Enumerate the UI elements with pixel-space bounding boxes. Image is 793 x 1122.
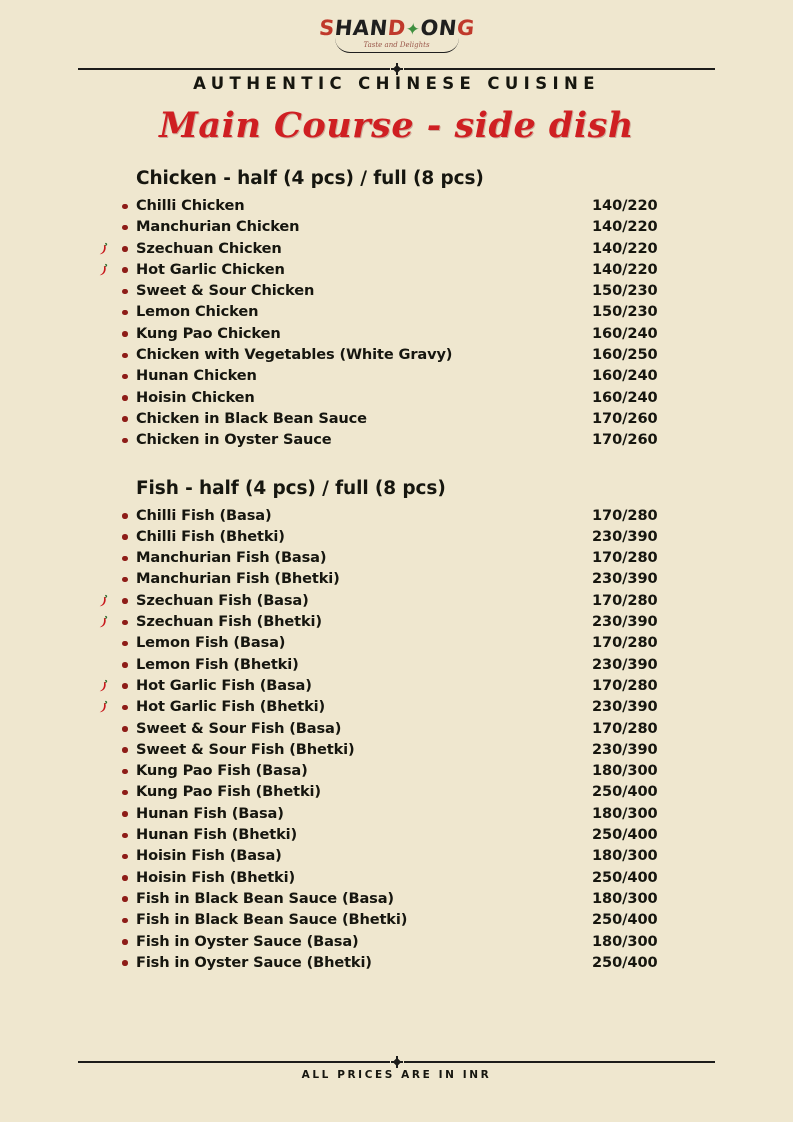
menu-item-name: Hot Garlic Fish (Bhetki)	[136, 698, 326, 716]
bullet-icon	[122, 960, 128, 966]
menu-item-price: 250/400	[592, 868, 658, 886]
bullet-icon	[122, 641, 128, 647]
menu-item-row	[0, 675, 793, 696]
bullet-icon	[122, 769, 128, 775]
menu-item-row	[0, 803, 793, 824]
menu-item-price: 180/300	[592, 889, 658, 907]
menu-item-price: 170/260	[592, 409, 658, 427]
bullet-icon	[122, 204, 128, 210]
menu-item-price: 170/260	[592, 431, 658, 449]
menu-item-name: Szechuan Fish (Bhetki)	[136, 613, 322, 631]
bullet-icon	[122, 833, 128, 839]
menu-item-name: Hoisin Chicken	[136, 388, 255, 406]
menu-item-price: 140/220	[592, 260, 658, 278]
diamond-ornament-icon	[390, 1055, 404, 1069]
menu-item-row	[0, 867, 793, 888]
menu-item-row	[0, 739, 793, 760]
menu-item-row	[0, 781, 793, 802]
menu-item-name: Kung Pao Fish (Bhetki)	[136, 783, 321, 801]
menu-item-name: Hunan Fish (Basa)	[136, 804, 284, 822]
bullet-icon	[122, 896, 128, 902]
menu-item-name: Manchurian Fish (Bhetki)	[136, 570, 340, 588]
menu-item-row	[0, 301, 793, 322]
bullet-icon	[122, 620, 128, 626]
menu-item-row	[0, 632, 793, 653]
menu-item-price: 250/400	[592, 953, 658, 971]
menu-item-row	[0, 323, 793, 344]
menu-item-row	[0, 760, 793, 781]
chilli-pepper-icon	[96, 594, 110, 608]
menu-item-price: 140/220	[592, 197, 658, 214]
section-heading: Fish - half (4 pcs) / full (8 pcs)	[136, 477, 446, 499]
bullet-icon	[122, 790, 128, 796]
menu-item-row	[0, 568, 793, 589]
menu-item-row	[0, 505, 793, 526]
menu-item-price: 160/240	[592, 388, 658, 406]
menu-item-price: 150/230	[592, 303, 658, 321]
menu-item-name: Chilli Chicken	[136, 197, 245, 214]
menu-item-name: Fish in Oyster Sauce (Bhetki)	[136, 953, 372, 971]
menu-item-row	[0, 611, 793, 632]
menu-item-price: 230/390	[592, 740, 658, 758]
restaurant-logo	[0, 14, 793, 62]
bullet-icon	[122, 918, 128, 924]
bullet-icon	[122, 939, 128, 945]
menu-item-name: Hunan Fish (Bhetki)	[136, 826, 298, 844]
menu-item-price: 180/300	[592, 804, 658, 822]
price-currency-note: ALL PRICES ARE IN INR	[301, 1069, 492, 1081]
menu-item-price: 230/390	[592, 698, 658, 716]
menu-item-price: 160/240	[592, 367, 658, 385]
menu-item-name: Sweet & Sour Fish (Basa)	[136, 719, 342, 737]
menu-item-price: 170/280	[592, 591, 658, 609]
menu-item-name: Chilli Fish (Bhetki)	[136, 527, 285, 545]
menu-item-row	[0, 526, 793, 547]
bullet-icon	[122, 289, 128, 295]
bullet-icon	[122, 854, 128, 860]
bullet-icon	[122, 556, 128, 562]
menu-item-row	[0, 931, 793, 952]
menu-item-price: 250/400	[592, 783, 658, 801]
chilli-pepper-icon	[96, 615, 110, 629]
menu-item-price: 170/280	[592, 549, 658, 567]
menu-item-name: Lemon Fish (Basa)	[136, 634, 286, 652]
bullet-icon	[122, 374, 128, 380]
bullet-icon	[122, 416, 128, 422]
bullet-icon	[122, 225, 128, 231]
menu-item-row	[0, 696, 793, 717]
menu-item-price: 180/300	[592, 847, 658, 865]
menu-item-row	[0, 387, 793, 408]
menu-item-name: Hunan Chicken	[136, 367, 257, 385]
bullet-icon	[122, 310, 128, 316]
menu-item-name: Szechuan Chicken	[136, 239, 282, 257]
menu-item-row	[0, 888, 793, 909]
menu-item-name: Hot Garlic Chicken	[136, 260, 285, 278]
menu-item-row	[0, 344, 793, 365]
menu-item-price: 170/280	[592, 634, 658, 652]
bullet-icon	[122, 662, 128, 668]
menu-item-name: Szechuan Fish (Basa)	[136, 591, 309, 609]
menu-item-row	[0, 952, 793, 973]
bullet-icon	[122, 598, 128, 604]
bullet-icon	[122, 438, 128, 444]
menu-item-name: Hot Garlic Fish (Basa)	[136, 676, 312, 694]
menu-item-name: Chicken in Black Bean Sauce	[136, 409, 367, 427]
chilli-pepper-icon	[96, 263, 110, 277]
menu-item-row	[0, 238, 793, 259]
menu-item-row	[0, 429, 793, 450]
logo-tagline: Taste and Delights	[363, 41, 430, 49]
menu-item-price: 170/280	[592, 676, 658, 694]
menu-item-name: Lemon Fish (Bhetki)	[136, 655, 299, 673]
menu-item-name: Lemon Chicken	[136, 303, 259, 321]
menu-section	[0, 168, 793, 451]
menu-item-name: Sweet & Sour Chicken	[136, 282, 315, 300]
menu-item-name: Fish in Black Bean Sauce (Basa)	[136, 889, 394, 907]
bullet-icon	[122, 683, 128, 689]
menu-item-price: 230/390	[592, 613, 658, 631]
menu-item-name: Sweet & Sour Fish (Bhetki)	[136, 740, 355, 758]
logo-wordmark: SHAND✦ONG	[317, 16, 476, 40]
section-heading: Chicken - half (4 pcs) / full (8 pcs)	[136, 168, 484, 189]
menu-item-name: Hoisin Fish (Basa)	[136, 847, 282, 865]
chilli-pepper-icon	[96, 679, 110, 693]
menu-item-row	[0, 408, 793, 429]
menu-sections	[0, 168, 793, 973]
menu-item-name: Chicken with Vegetables (White Gravy)	[136, 346, 453, 364]
bullet-icon	[122, 811, 128, 817]
menu-item-name: Chicken in Oyster Sauce	[136, 431, 332, 449]
menu-item-name: Manchurian Fish (Basa)	[136, 549, 327, 567]
menu-item-name: Fish in Black Bean Sauce (Bhetki)	[136, 911, 408, 929]
chilli-pepper-icon	[96, 700, 110, 714]
menu-item-name: Fish in Oyster Sauce (Basa)	[136, 932, 359, 950]
menu-item-row	[0, 845, 793, 866]
menu-item-price: 160/250	[592, 346, 658, 364]
logo-mark	[317, 14, 477, 60]
bullet-icon	[122, 726, 128, 732]
bullet-icon	[122, 577, 128, 583]
menu-item-price: 140/220	[592, 239, 658, 257]
menu-item-row	[0, 909, 793, 930]
menu-item-name: Hoisin Fish (Bhetki)	[136, 868, 295, 886]
menu-item-name: Chilli Fish (Basa)	[136, 506, 272, 524]
bullet-icon	[122, 747, 128, 753]
menu-item-row	[0, 280, 793, 301]
menu-item-price: 180/300	[592, 762, 658, 780]
cuisine-subtitle: AUTHENTIC CHINESE CUISINE	[193, 74, 600, 93]
bullet-icon	[122, 705, 128, 711]
menu-item-row	[0, 259, 793, 280]
menu-item-price: 250/400	[592, 826, 658, 844]
menu-item-name: Kung Pao Chicken	[136, 324, 281, 342]
menu-item-price: 230/390	[592, 570, 658, 588]
menu-item-row	[0, 590, 793, 611]
menu-item-name: Kung Pao Fish (Basa)	[136, 762, 308, 780]
bullet-icon	[122, 395, 128, 401]
menu-item-name: Manchurian Chicken	[136, 218, 300, 236]
menu-item-price: 180/300	[592, 932, 658, 950]
footer-divider	[78, 1055, 715, 1069]
menu-item-row	[0, 547, 793, 568]
menu-item-price: 140/220	[592, 218, 658, 236]
menu-item-price: 250/400	[592, 911, 658, 929]
menu-item-row	[0, 195, 793, 216]
menu-item-row	[0, 216, 793, 237]
bullet-icon	[122, 534, 128, 540]
menu-item-row	[0, 824, 793, 845]
page-title: Main Course - side dish	[159, 105, 634, 146]
menu-item-row	[0, 365, 793, 386]
menu-item-price: 170/280	[592, 719, 658, 737]
bullet-icon	[122, 353, 128, 359]
bullet-icon	[122, 267, 128, 273]
menu-section	[0, 478, 793, 974]
menu-item-price: 160/240	[592, 324, 658, 342]
bullet-icon	[122, 246, 128, 252]
menu-item-row	[0, 718, 793, 739]
bullet-icon	[122, 331, 128, 337]
bullet-icon	[122, 513, 128, 519]
menu-item-row	[0, 654, 793, 675]
menu-item-price: 150/230	[592, 282, 658, 300]
chilli-pepper-icon	[96, 242, 110, 256]
bullet-icon	[122, 875, 128, 881]
menu-item-price: 230/390	[592, 527, 658, 545]
menu-item-price: 230/390	[592, 655, 658, 673]
menu-item-price: 170/280	[592, 506, 658, 524]
